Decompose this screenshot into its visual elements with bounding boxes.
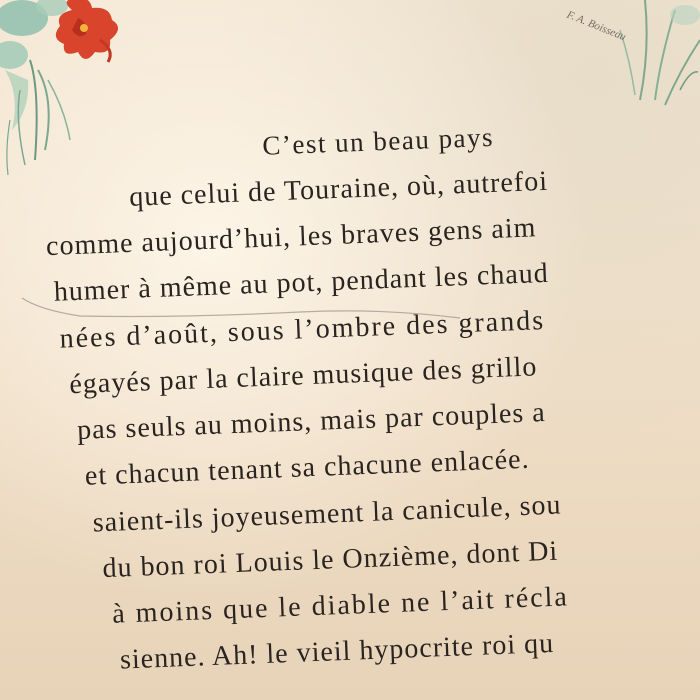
artist-signature: F. A. Boisseau bbox=[565, 8, 628, 44]
text-line: et chacun tenant sa chacune enlacée. bbox=[84, 443, 531, 492]
text-line: que celui de Touraine, où, autrefoi bbox=[128, 165, 549, 213]
text-line: nées d’août, sous l’ombre des grands bbox=[59, 304, 546, 355]
text-line: saient-ils joyeusement la canicule, sou bbox=[92, 489, 562, 539]
text-line: comme aujourd’hui, les braves gens aim bbox=[45, 212, 537, 263]
text-line: pas seuls au moins, mais par couples a bbox=[76, 397, 547, 447]
text-line: égayés par la claire musique des grillo bbox=[68, 351, 538, 401]
text-line: humer à même au pot, pendant les chaud bbox=[53, 257, 550, 308]
text-line: du bon roi Louis le Onzième, dont Di bbox=[101, 535, 559, 585]
text-line: à moins que le diable ne l’ait récla bbox=[111, 581, 570, 630]
text-line: sienne. Ah! le vieil hypocrite roi qu bbox=[119, 627, 555, 676]
text-line: C’est un beau pays bbox=[261, 121, 495, 161]
